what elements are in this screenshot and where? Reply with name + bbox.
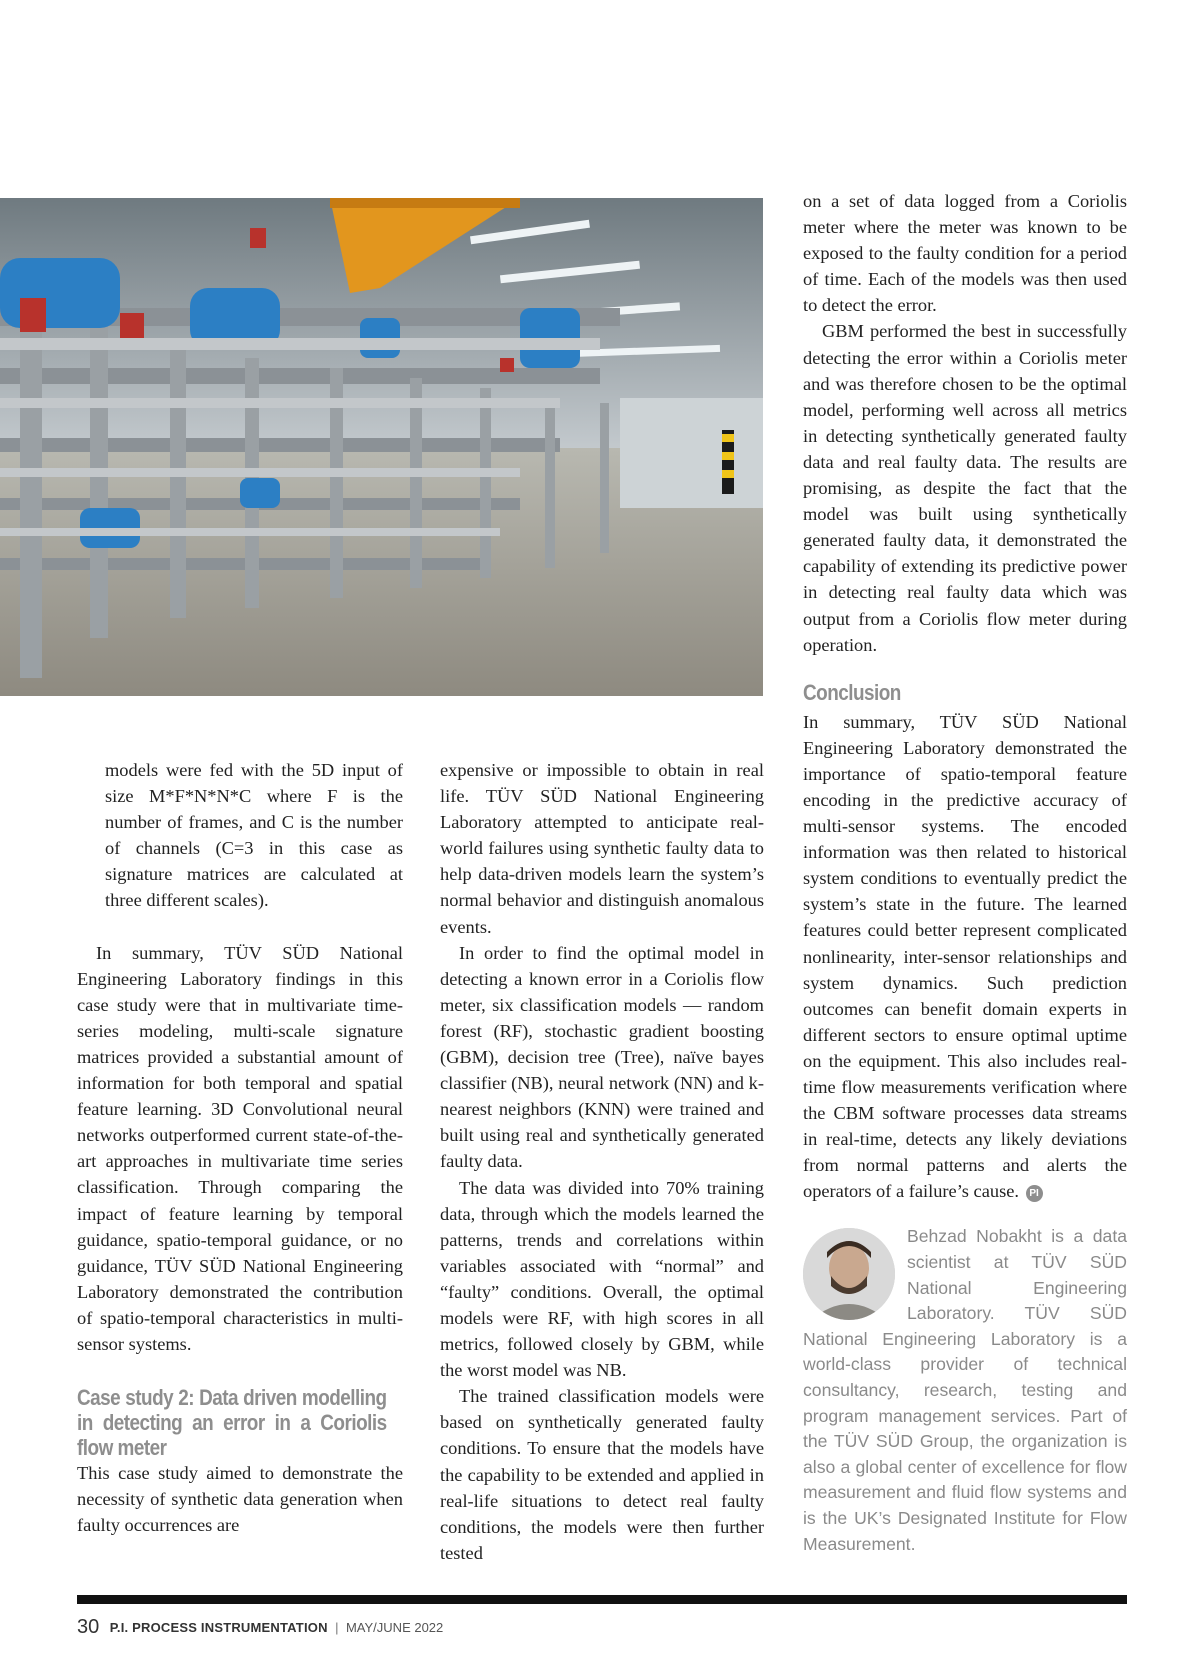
column-1 [77, 757, 403, 1538]
page-footer [77, 1616, 443, 1642]
author-bio-text: Behzad Nobakht is a data scientist at TÜV SÜD National Engineering Laboratory. TÜV SÜD National Engineering Laboratory is a world-class provider of technical consultancy, research, testing and program management services. Part of the TÜV SÜD Group, the organization is also a global center of excellence for flow measurement and fluid flow systems and is the UK’s Designated Institute for Flow Measurement. [803, 1226, 1127, 1554]
column-3 [803, 188, 1127, 1557]
case-study-1-summary-paragraph: In summary, TÜV SÜD National Engineering Laboratory findings in this case study were that in multivariate time-series modeling, multi-scale signature matrices provided a substantial amount of information for both temporal and spatial feature learning. 3D Convolutional neural networks outperformed current state-of-the-art approaches in multivariate time series classification. Through comparing the impact of feature learning by temporal guidance, spatio-temporal guidance, or no guidance, TÜV SÜD National Engineering Laboratory demonstrated the contribution of spatio-temporal characteristics in multi-sensor systems. [77, 942, 403, 1354]
body-paragraph: expensive or impossible to obtain in real life. TÜV SÜD National Engineering Laboratory attempted to anticipate real-world failures using synthetic faulty data to help data-driven models learn the system’s normal behavior and distinguish anomalous events. [440, 760, 764, 937]
issue-date: MAY/JUNE 2022 [345, 1620, 444, 1635]
body-paragraph: GBM performed the best in successfully detecting the error within a Coriolis meter and was therefore chosen to be the optimal model, performing well across all metrics in detecting synthetically generated faulty data and real faulty data. The results are promising, as despite the fact that the model was built using synthetically generated faulty data, it demonstrated the capability of extending its predictive power in detecting real faulty data which was output from a Coriolis flow meter during operation. [803, 321, 1127, 655]
conclusion-text: In summary, TÜV SÜD National Engineering Laboratory demonstrated the importance of spatio-temporal feature encoding in the predictive accuracy of multi-sensor systems. The encoded information was then related to historical system conditions to eventually predict the system’s state in the future. The learned features could better represent complicated nonlinearity, inter-sensor relationships and system dynamics. Such prediction outcomes can benefit domain experts in different sectors to ensure optimal uptime on the equipment. This also includes real-time flow measurements verification where the CBM software processes data streams in real-time, detects any likely deviations from normal patterns and alerts the operators of a failure’s cause. [803, 711, 1127, 1202]
case-study-2-intro-paragraph: This case study aimed to demonstrate the necessity of synthetic data generation when faulty occurrences are [77, 1463, 403, 1536]
end-of-article-mark: PI [1026, 1185, 1043, 1202]
author-bio [803, 1224, 1127, 1557]
body-paragraph: The trained classification models were based on synthetically generated faulty conditions. To ensure that the models have the capability to be extended and applied in real-life situations to detect real faulty conditions, the models were then further tested [440, 1386, 764, 1563]
case-study-2-heading: Case study 2: Data driven modelling in detecting an error in a Coriolis flow meter [77, 1385, 387, 1461]
column-2 [440, 757, 764, 1566]
body-paragraph: In order to find the optimal model in detecting a known error in a Coriolis flow meter, six classification models — random forest (RF), stochastic gradient boosting (GBM), decision tree (Tree), naïve bayes classifier (NB), neural network (NN) and k-nearest neighbors (KNN) were trained and built using real and synthetically generated faulty data. [440, 942, 764, 1172]
body-paragraph: The data was divided into 70% training data, through which the models learned the patterns, trends and correlations within variables associated with “normal” and “faulty” conditions. Overall, the optimal models were RF, with high scores in all metrics, followed closely by GBM, while the worst model was NB. [440, 1177, 764, 1381]
author-avatar [803, 1228, 895, 1320]
body-paragraph: on a set of data logged from a Coriolis meter where the meter was known to be exposed to the faulty condition for a period of time. Each of the models was then used to detect the error. [803, 191, 1127, 316]
page-number: 30 [77, 1616, 100, 1638]
footer-rule [77, 1595, 1127, 1604]
model-input-bullet-text: models were fed with the 5D input of size M*F*N*N*C where F is the number of frames, and C is the number of channels (C=3 in this case as signature matrices are calculated at three different scales). [105, 760, 403, 911]
footer-separator: | [335, 1620, 339, 1635]
conclusion-paragraph [803, 709, 1127, 1205]
magazine-title: P.I. PROCESS INSTRUMENTATION [109, 1620, 328, 1635]
conclusion-heading: Conclusion [803, 679, 901, 705]
industrial-facility-photo [0, 198, 763, 696]
